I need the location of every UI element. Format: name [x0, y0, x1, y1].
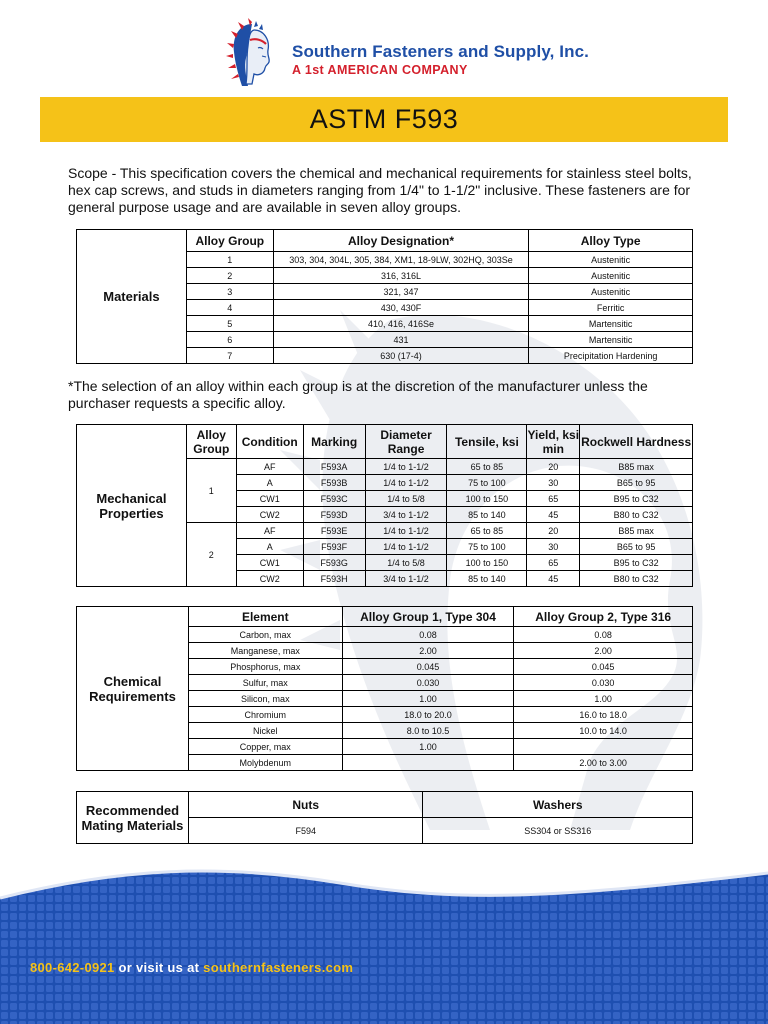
- table-cell: 630 (17-4): [273, 348, 529, 364]
- company-logo-icon: [222, 18, 286, 90]
- table-cell: F593E: [303, 523, 365, 539]
- company-tagline: A 1st AMERICAN COMPANY: [292, 63, 468, 77]
- table-cell: Chromium: [188, 707, 342, 723]
- company-header: [292, 42, 589, 77]
- mech-header-diameter-range: Diameter Range: [365, 425, 447, 459]
- table-cell: 20: [527, 523, 580, 539]
- materials-header-alloy-group: Alloy Group: [186, 230, 273, 252]
- website-link[interactable]: southernfasteners.com: [203, 960, 354, 975]
- mating-header-nuts: Nuts: [188, 792, 423, 818]
- table-cell: 16.0 to 18.0: [514, 707, 693, 723]
- table-cell: B80 to C32: [580, 571, 693, 587]
- materials-header-alloy-designation: Alloy Designation*: [273, 230, 529, 252]
- mech-header-yield: Yield, ksi min: [527, 425, 580, 459]
- table-cell: B85 max: [580, 523, 693, 539]
- materials-label: Materials: [77, 230, 187, 364]
- table-cell: SS304 or SS316: [423, 818, 693, 844]
- page-title: ASTM F593: [309, 104, 459, 134]
- table-cell: 10.0 to 14.0: [514, 723, 693, 739]
- table-cell: CW1: [236, 491, 303, 507]
- table-cell: A: [236, 475, 303, 491]
- table-cell: 410, 416, 416Se: [273, 316, 529, 332]
- table-cell: 75 to 100: [447, 539, 527, 555]
- table-cell: 3: [186, 284, 273, 300]
- table-cell: F593F: [303, 539, 365, 555]
- table-cell: 0.08: [514, 627, 693, 643]
- table-cell: Austenitic: [529, 268, 693, 284]
- table-cell: 1/4 to 1-1/2: [365, 523, 447, 539]
- table-cell: AF: [236, 459, 303, 475]
- footer-contact: [30, 960, 353, 975]
- chem-header-element: Element: [188, 607, 342, 627]
- alloy-selection-note: *The selection of an alloy within each group is at the discretion of the manufacturer unless the purchaser requests a specific alloy.: [68, 378, 648, 411]
- table-cell: A: [236, 539, 303, 555]
- table-cell: 303, 304, 304L, 305, 384, XM1, 18-9LW, 302HQ, 303Se: [273, 252, 529, 268]
- table-cell: 7: [186, 348, 273, 364]
- table-cell: Phosphorus, max: [188, 659, 342, 675]
- mating-materials-table: [76, 791, 693, 844]
- table-cell: Carbon, max: [188, 627, 342, 643]
- table-cell: CW1: [236, 555, 303, 571]
- table-cell: 8.0 to 10.5: [342, 723, 514, 739]
- table-cell: F593H: [303, 571, 365, 587]
- table-cell: 65: [527, 491, 580, 507]
- table-cell: F594: [188, 818, 423, 844]
- materials-header-alloy-type: Alloy Type: [529, 230, 693, 252]
- mechanical-properties-table: [76, 424, 693, 587]
- table-cell: F593C: [303, 491, 365, 507]
- table-cell: 5: [186, 316, 273, 332]
- table-cell: B65 to 95: [580, 475, 693, 491]
- table-cell: 431: [273, 332, 529, 348]
- chem-header-group2: Alloy Group 2, Type 316: [514, 607, 693, 627]
- table-cell: 6: [186, 332, 273, 348]
- table-cell: 65: [527, 555, 580, 571]
- table-cell: 75 to 100: [447, 475, 527, 491]
- table-cell: B85 max: [580, 459, 693, 475]
- chemical-label: Chemical Requirements: [77, 607, 189, 771]
- table-cell: 0.08: [342, 627, 514, 643]
- table-cell: Martensitic: [529, 332, 693, 348]
- mating-header-washers: Washers: [423, 792, 693, 818]
- mech-header-rockwell: Rockwell Hardness: [580, 425, 693, 459]
- table-cell: 1.00: [514, 691, 693, 707]
- table-cell: 1/4 to 1-1/2: [365, 475, 447, 491]
- table-cell: CW2: [236, 571, 303, 587]
- table-cell: 65 to 85: [447, 459, 527, 475]
- table-cell: CW2: [236, 507, 303, 523]
- table-cell: 2: [186, 268, 273, 284]
- table-cell: 2.00: [342, 643, 514, 659]
- table-cell: 18.0 to 20.0: [342, 707, 514, 723]
- table-cell: Precipitation Hardening: [529, 348, 693, 364]
- table-cell: F593A: [303, 459, 365, 475]
- table-cell: Manganese, max: [188, 643, 342, 659]
- mech-group-cell: 2: [186, 523, 236, 587]
- table-cell: 20: [527, 459, 580, 475]
- table-cell: 1.00: [342, 691, 514, 707]
- table-cell: F593B: [303, 475, 365, 491]
- table-cell: AF: [236, 523, 303, 539]
- company-name: Southern Fasteners and Supply, Inc.: [292, 42, 589, 61]
- table-cell: F593G: [303, 555, 365, 571]
- table-cell: B95 to C32: [580, 491, 693, 507]
- table-cell: 0.045: [514, 659, 693, 675]
- table-cell: 2.00: [514, 643, 693, 659]
- table-cell: B95 to C32: [580, 555, 693, 571]
- table-cell: [342, 755, 514, 771]
- mating-label: Recommended Mating Materials: [77, 792, 189, 844]
- table-cell: 430, 430F: [273, 300, 529, 316]
- table-cell: Nickel: [188, 723, 342, 739]
- footer-contact-text: or visit us at: [114, 960, 204, 975]
- table-cell: 1/4 to 5/8: [365, 555, 447, 571]
- table-cell: B65 to 95: [580, 539, 693, 555]
- table-cell: 1/4 to 1-1/2: [365, 539, 447, 555]
- table-cell: Ferritic: [529, 300, 693, 316]
- table-cell: 30: [527, 475, 580, 491]
- chem-header-group1: Alloy Group 1, Type 304: [342, 607, 514, 627]
- table-cell: 100 to 150: [447, 555, 527, 571]
- table-cell: 0.045: [342, 659, 514, 675]
- materials-table: [76, 229, 693, 364]
- table-cell: F593D: [303, 507, 365, 523]
- mech-header-marking: Marking: [303, 425, 365, 459]
- table-cell: Austenitic: [529, 252, 693, 268]
- table-cell: 3/4 to 1-1/2: [365, 571, 447, 587]
- table-cell: 1/4 to 5/8: [365, 491, 447, 507]
- table-cell: Silicon, max: [188, 691, 342, 707]
- table-cell: 1.00: [342, 739, 514, 755]
- table-cell: Molybdenum: [188, 755, 342, 771]
- footer-wave: [0, 858, 768, 1024]
- table-cell: 45: [527, 571, 580, 587]
- table-cell: 3/4 to 1-1/2: [365, 507, 447, 523]
- table-cell: Martensitic: [529, 316, 693, 332]
- phone-link[interactable]: 800-642-0921: [30, 960, 115, 975]
- title-banner: [40, 97, 728, 142]
- table-cell: B80 to C32: [580, 507, 693, 523]
- table-cell: 0.030: [342, 675, 514, 691]
- table-cell: Copper, max: [188, 739, 342, 755]
- table-cell: 321, 347: [273, 284, 529, 300]
- scope-paragraph: Scope - This specification covers the chemical and mechanical requirements for stainless steel bolts, hex cap screws, and studs in diameters ranging from 1/4" to 1-1/2" inclusive. These fasteners are for general purpose usage and are available in seven alloy groups.: [68, 165, 692, 215]
- table-cell: 30: [527, 539, 580, 555]
- mechanical-label: Mechanical Properties: [77, 425, 187, 587]
- mech-group-cell: 1: [186, 459, 236, 523]
- table-cell: 0.030: [514, 675, 693, 691]
- table-cell: 4: [186, 300, 273, 316]
- table-cell: 100 to 150: [447, 491, 527, 507]
- table-cell: 316, 316L: [273, 268, 529, 284]
- mech-header-condition: Condition: [236, 425, 303, 459]
- chemical-requirements-table: [76, 606, 693, 771]
- mech-header-alloy-group: Alloy Group: [186, 425, 236, 459]
- table-cell: 85 to 140: [447, 571, 527, 587]
- table-cell: 1: [186, 252, 273, 268]
- table-cell: Sulfur, max: [188, 675, 342, 691]
- table-cell: 45: [527, 507, 580, 523]
- table-cell: 65 to 85: [447, 523, 527, 539]
- table-cell: Austenitic: [529, 284, 693, 300]
- mech-header-tensile: Tensile, ksi: [447, 425, 527, 459]
- table-cell: 2.00 to 3.00: [514, 755, 693, 771]
- table-cell: [514, 739, 693, 755]
- table-cell: 85 to 140: [447, 507, 527, 523]
- table-cell: 1/4 to 1-1/2: [365, 459, 447, 475]
